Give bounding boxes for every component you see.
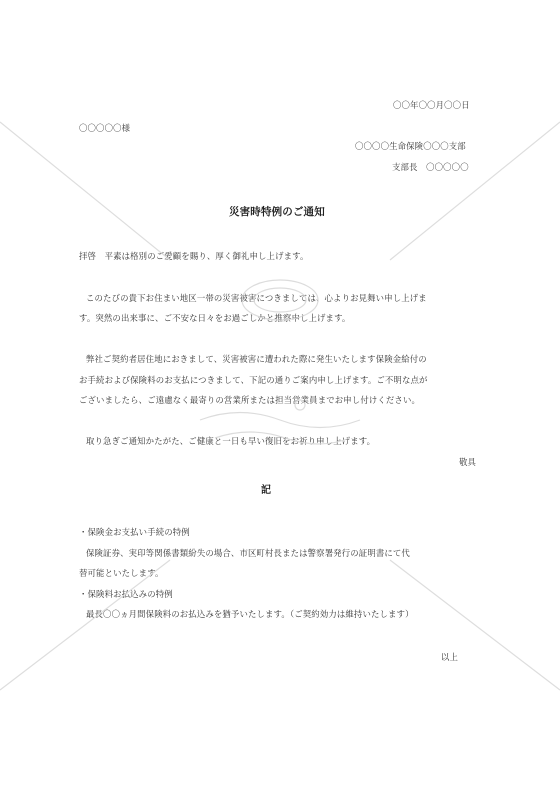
recipient-name: 〇〇〇〇〇様 (79, 123, 131, 133)
item-insurance-claim-line-2: 替可能といたします。 (79, 568, 164, 578)
sender-title: 支部長 〇〇〇〇〇 (392, 162, 469, 172)
sender-organization: 〇〇〇〇生命保険〇〇〇支部 (355, 141, 466, 151)
notice-line-2: お手続および保険料のお支払につきまして、下記の通りご案内申し上げます。ご不明な点が (79, 375, 428, 385)
greeting-paragraph: 拝啓 平素は格別のご愛顧を賜り、厚く御礼申し上げます。 (79, 251, 309, 261)
page-title: 災害時特例のご通知 (229, 206, 325, 218)
closing-paragraph: 取り急ぎご通知かたがた、ご健康と一日も早い復旧をお祈り申し上げます。 (86, 436, 376, 446)
end-word: 以上 (441, 652, 459, 662)
item-heading-premium-payment: ・保険料お払込みの特例 (79, 589, 173, 599)
notice-line-3: ございましたら、ご遠慮なく最寄りの営業所または担当営業員までお申し付けください。 (79, 395, 420, 405)
sympathy-line-1: このたびの貴下お住まい地区一帯の災害被害につきましては、心よりお見舞い申し上げま (86, 293, 427, 303)
item-insurance-claim-line-1: 保険証券、実印等関係書類紛失の場合、市区町村長または警察署発行の証明書にて代 (86, 548, 410, 558)
ki-heading: 記 (261, 485, 272, 496)
sympathy-line-2: す。突然の出来事に、ご不安な日々をお過ごしかと推察申し上げます。 (79, 313, 351, 323)
item-premium-payment-line-1: 最長〇〇ヵ月間保険料のお払込みを猶予いたします。（ご契約効力は維持いたします） (86, 609, 414, 619)
item-heading-insurance-claim: ・保険金お支払い手続の特例 (79, 527, 190, 537)
closing-word: 敬具 (459, 457, 477, 467)
document-date: 〇〇年〇〇月〇〇日 (393, 100, 470, 110)
notice-line-1: 弊社ご契約者居住地におきまして、災害被害に遭われた際に発生いたします保険金給付の (86, 354, 427, 364)
